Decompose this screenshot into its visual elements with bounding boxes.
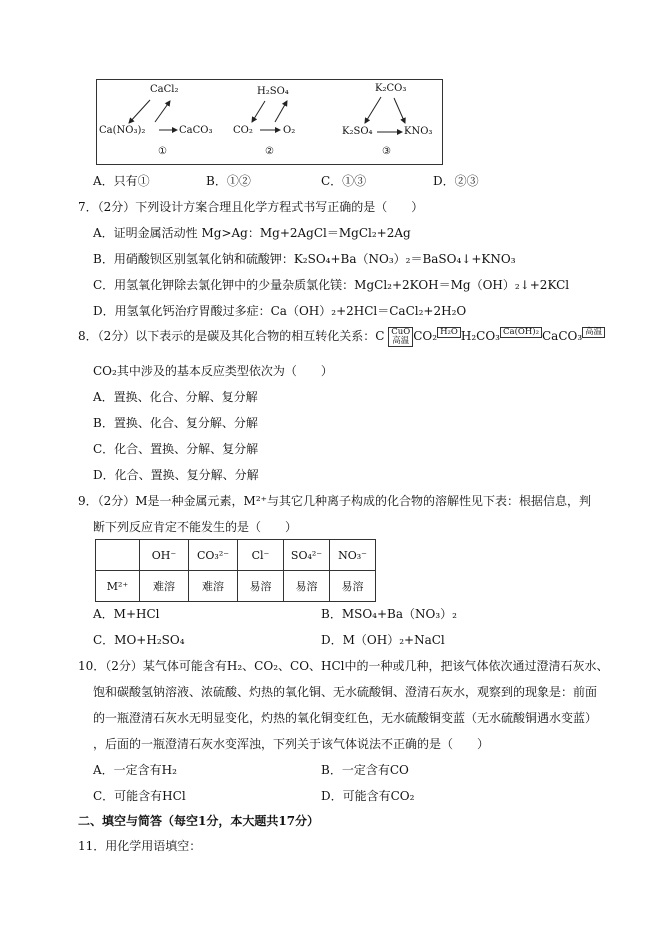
table-cell: 易溶	[284, 571, 330, 602]
g3-right: KNO₃	[404, 126, 433, 137]
g3-top: K₂CO₃	[375, 83, 407, 94]
solubility-table	[95, 539, 376, 602]
q8-line2: CO₂其中涉及的基本反应类型依次为（ ）	[93, 364, 333, 378]
q8-caco3: CaCO₃	[542, 329, 583, 343]
q10-line4: ，后面的一瓶澄清石灰水变浑浊，下列关于该气体说法不正确的是（ ）	[93, 737, 490, 751]
table-cell: 难溶	[189, 571, 238, 602]
q9-line1: 9．（2分）M是一种金属元素，M²⁺与其它几种离子构成的化合物的溶解性见下表：根据信息，判	[78, 494, 591, 508]
table-cell: 难溶	[140, 571, 189, 602]
q8-stem	[78, 327, 605, 347]
q11-stem: 11．用化学用语填空：	[78, 839, 202, 853]
q8-option-d: D．化合、置换、复分解、分解	[93, 468, 259, 482]
g3-left: K₂SO₄	[342, 126, 373, 137]
q8-c: C	[375, 329, 385, 343]
table-row	[96, 571, 376, 602]
g2-left: CO₂	[233, 125, 253, 136]
table-cell: NO₃⁻	[330, 540, 376, 571]
table-cell: OH⁻	[140, 540, 189, 571]
q9-option-a: A．M+HCl	[93, 607, 160, 621]
q8-stem-pre: 8．（2分）以下表示的是碳及其化合物的相互转化关系：	[78, 329, 376, 343]
g1-num: ①	[158, 146, 167, 157]
reaction-figure	[96, 79, 443, 165]
table-cell: 易溶	[238, 571, 284, 602]
q8-box4: 高温	[582, 327, 605, 338]
q8-box1-top: CuO	[391, 327, 411, 337]
g1-right: CaCO₃	[179, 125, 213, 136]
q8-option-c: C．化合、置换、分解、复分解	[93, 442, 259, 456]
g1-left: Ca(NO₃)₂	[99, 125, 146, 136]
table-cell: CO₃²⁻	[189, 540, 238, 571]
q8-box3: Ca(OH)₂	[500, 327, 542, 338]
q10-line2: 饱和碳酸氢钠溶液、浓硫酸、灼热的氧化铜、无水硫酸铜、澄清石灰水，观察到的现象是：前面	[93, 685, 598, 699]
table-cell: M²⁺	[96, 571, 140, 602]
q10-option-d: D．可能含有CO₂	[321, 789, 415, 803]
g2-right: O₂	[283, 125, 296, 136]
g3-num: ③	[382, 146, 391, 157]
q7-option-b: B．用硝酸钡区别氢氧化钠和硫酸钾：K₂SO₄+Ba（NO₃）₂＝BaSO₄↓+KNO₃	[93, 252, 516, 266]
table-cell: SO₄²⁻	[284, 540, 330, 571]
q6-option-a: A．只有①	[93, 174, 150, 188]
q8-box2: H₂O	[437, 327, 461, 338]
q10-line3: 的一瓶澄清石灰水无明显变化，灼热的氧化铜变红色，无水硫酸铜变蓝（无水硫酸铜遇水变蓝）	[93, 711, 598, 725]
q7-option-d: D．用氢氧化钙治疗胃酸过多症：Ca（OH）₂+2HCl＝CaCl₂+2H₂O	[93, 304, 467, 318]
q8-option-b: B．置换、化合、复分解、分解	[93, 416, 258, 430]
table-header-row	[96, 540, 376, 571]
g1-top: CaCl₂	[150, 84, 179, 95]
section-2-heading: 二、填空与简答（每空1分，本大题共17分）	[78, 814, 320, 828]
q8-box1-bottom: 高温	[392, 336, 410, 346]
q7-option-c: C．用氢氧化钾除去氯化钾中的少量杂质氯化镁：MgCl₂+2KOH＝Mg（OH）₂↓+2KCl	[93, 278, 570, 292]
q9-option-d: D．M（OH）₂+NaCl	[321, 633, 445, 647]
q10-line1: 10．（2分）某气体可能含有H₂、CO₂、CO、HCl中的一种或几种，把该气体依次通过澄清石灰水、	[78, 659, 609, 673]
q10-option-c: C．可能含有HCl	[93, 789, 186, 803]
q7-stem: 7．（2分）下列设计方案合理且化学方程式书写正确的是（ ）	[78, 200, 424, 214]
g2-num: ②	[265, 146, 274, 157]
q8-co2: CO₂	[413, 329, 438, 343]
q6-option-d: D．②③	[433, 174, 479, 188]
q9-option-c: C．MO+H₂SO₄	[93, 633, 185, 647]
q6-option-c: C．①③	[321, 174, 367, 188]
q8-h2co3: H₂CO₃	[460, 329, 500, 343]
q9-line2: 断下列反应肯定不能发生的是（ ）	[93, 520, 298, 534]
q10-option-a: A．一定含有H₂	[93, 763, 177, 777]
q10-option-b: B．一定含有CO	[321, 763, 409, 777]
q9-option-b: B．MSO₄+Ba（NO₃）₂	[321, 607, 457, 621]
table-cell: Cl⁻	[238, 540, 284, 571]
q8-box1	[388, 327, 413, 347]
table-cell: 易溶	[330, 571, 376, 602]
q6-option-b: B．①②	[206, 174, 251, 188]
g2-top: H₂SO₄	[257, 86, 289, 97]
q8-option-a: A．置换、化合、分解、复分解	[93, 390, 258, 404]
table-cell	[96, 540, 140, 571]
q7-option-a: A．证明金属活动性 Mg>Ag：Mg+2AgCl＝MgCl₂+2Ag	[93, 226, 411, 240]
